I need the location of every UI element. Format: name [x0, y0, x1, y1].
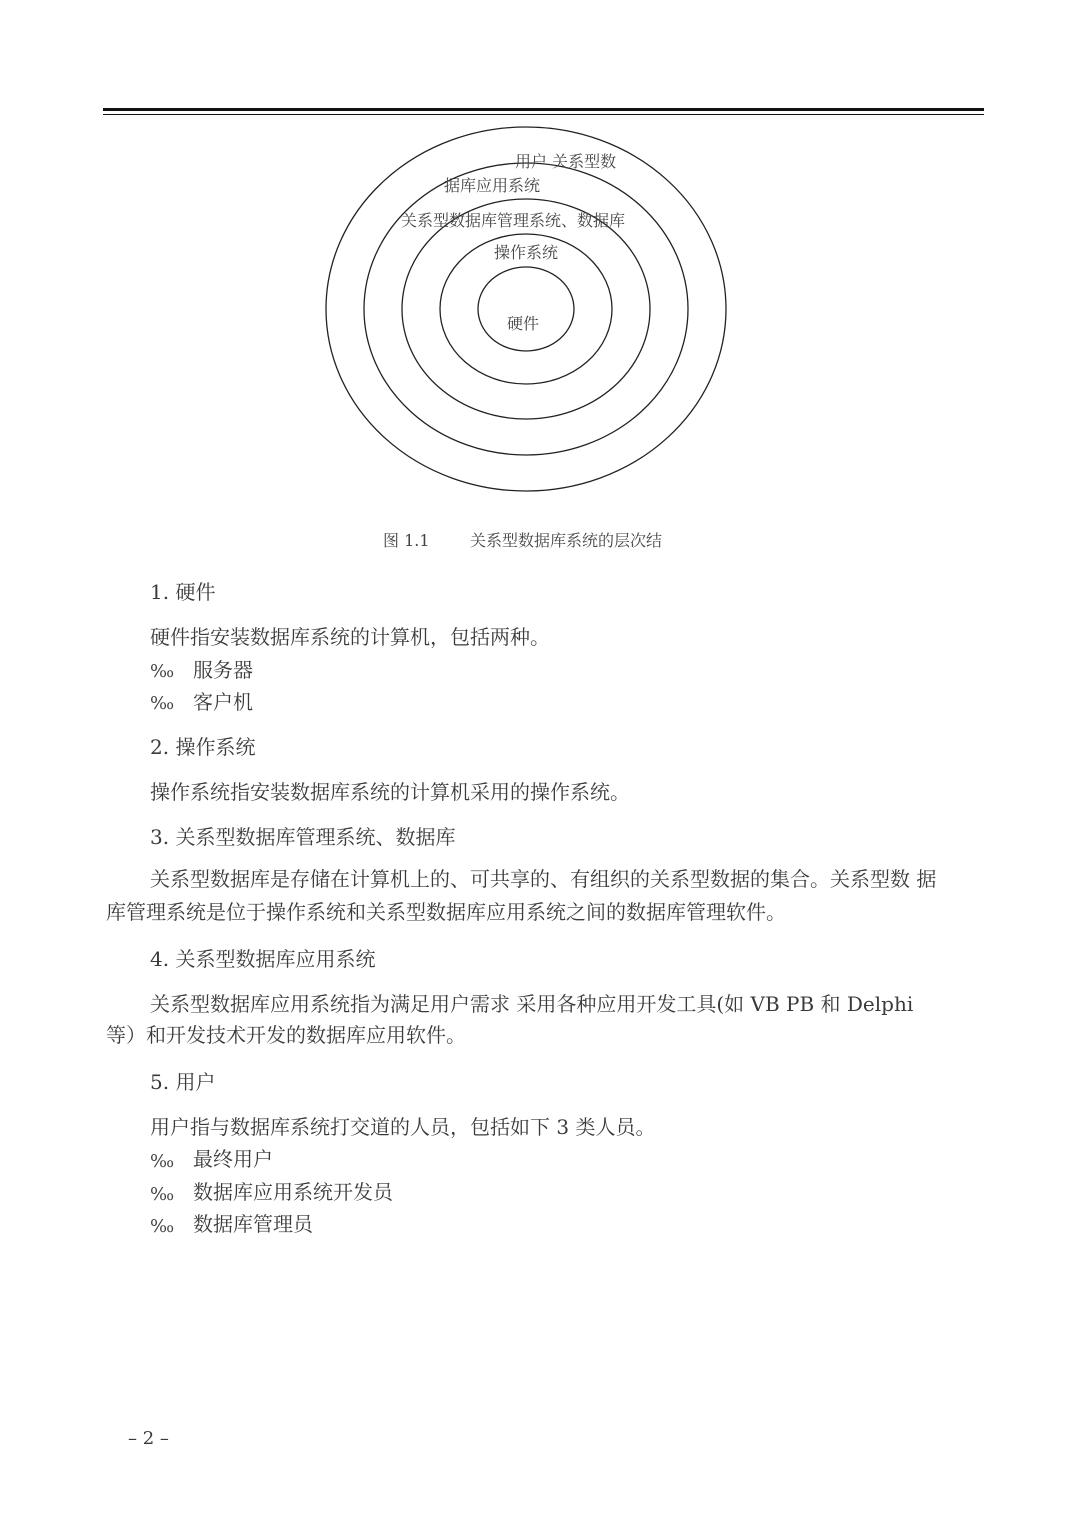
bullet-symbol: ‰: [150, 661, 175, 682]
section-2-body: 操作系统指安装数据库系统的计算机采用的操作系统。: [150, 780, 630, 804]
ring-label-os: 操作系统: [494, 243, 559, 262]
section-3-body-line1: 关系型数据库是存储在计算机上的、可共享的、有组织的关系型数据的集合。关系型数 据: [150, 867, 937, 891]
ring-label-hardware: 硬件: [507, 314, 540, 333]
bullet-item: 服务器: [193, 658, 253, 682]
section-4-body-line2: 等）和开发技术开发的数据库应用软件。: [106, 1023, 466, 1047]
section-5-heading: 5. 用户: [150, 1070, 216, 1094]
bullet-item: 客户机: [193, 690, 253, 714]
ring-label-user-line2: 据库应用系统: [444, 176, 541, 195]
section-1-body: 硬件指安装数据库系统的计算机，包括两种。: [150, 625, 550, 649]
bullet-symbol: ‰: [150, 1151, 175, 1172]
bullet-item: 数据库管理员: [193, 1212, 313, 1236]
bullet-symbol: ‰: [150, 693, 175, 714]
ring-label-dbms: 关系型数据库管理系统、数据库: [401, 211, 626, 230]
ring-label-user-line1: 用户 关系型数: [515, 152, 617, 171]
bullet-item: 数据库应用系统开发员: [193, 1180, 393, 1204]
bullet-item: 最终用户: [193, 1147, 273, 1171]
figure-number: 图 1.1: [383, 531, 430, 550]
section-5-body: 用户指与数据库系统打交道的人员，包括如下 3 类人员。: [150, 1115, 656, 1139]
section-4-body-line1: 关系型数据库应用系统指为满足用户需求 采用各种应用开发工具(如 VB PB 和 Delphi: [150, 992, 914, 1016]
section-1-heading: 1. 硬件: [150, 580, 216, 604]
section-2-heading: 2. 操作系统: [150, 735, 256, 759]
ring-dbms: [364, 163, 688, 455]
ring-hardware: [478, 267, 574, 351]
page-number: – 2 –: [128, 1428, 169, 1449]
bullet-symbol: ‰: [150, 1216, 175, 1237]
section-3-heading: 3. 关系型数据库管理系统、数据库: [150, 825, 456, 849]
figure-caption: 关系型数据库系统的层次结: [470, 531, 663, 550]
bullet-symbol: ‰: [150, 1184, 175, 1205]
section-3-body-line2: 库管理系统是位于操作系统和关系型数据库应用系统之间的数据库管理软件。: [106, 900, 786, 924]
section-4-heading: 4. 关系型数据库应用系统: [150, 947, 376, 971]
